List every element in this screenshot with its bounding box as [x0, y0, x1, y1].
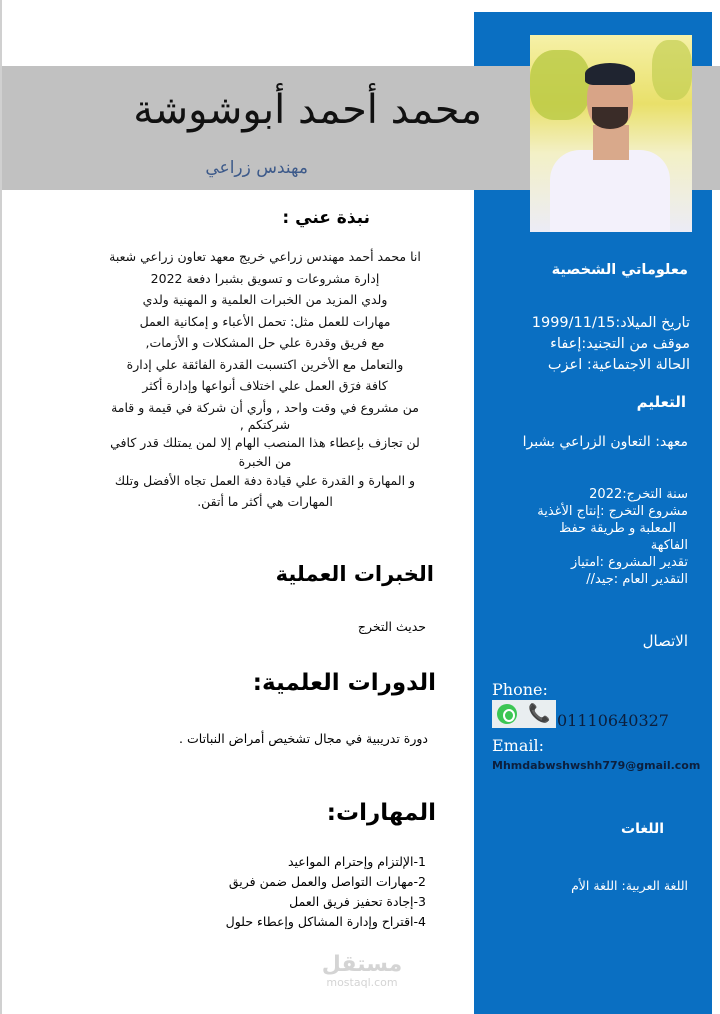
skills-list: [226, 852, 426, 932]
skill-item: 4-اقتراح وإدارة المشاكل وإعطاء حلول: [225, 914, 426, 929]
about-line: ولدي المزيد من الخبرات العلمية و المهنية ولدي: [142, 292, 388, 307]
marital-status: الحالة الاجتماعية: اعزب: [547, 357, 690, 373]
photo-neck: [593, 125, 629, 160]
whatsapp-icon: [497, 704, 517, 724]
experience-text: حديث التخرج: [357, 619, 426, 634]
institute: معهد: التعاون الزراعي بشبرا: [522, 434, 688, 450]
about-line: من مشروع في وقت واحد , وأري أن شركة في قيمة و قامة: [111, 399, 419, 415]
skill-item: 1-الإلتزام وإحترام المواعيد: [287, 854, 426, 869]
phone-label: Phone:: [492, 680, 548, 699]
graduation-year: سنة التخرج:2022: [589, 487, 688, 502]
military-status: موقف من التجنيد:إعفاء: [550, 336, 690, 352]
contact-heading: الاتصال: [642, 632, 688, 650]
about-line: من الخبرة: [238, 453, 292, 469]
about-line: كافة فرَق العمل علي اختلاف أنواعها وإدارة أكثر: [142, 378, 388, 393]
personal-info: [532, 313, 690, 376]
photo-shirt: [550, 150, 670, 232]
about-line: لن تجازف بإعطاء هذا المنصب الهام إلا لمن يمتلك قدر كافي: [110, 435, 420, 450]
watermark-url: mostaql.com: [326, 976, 398, 989]
project-grade: تقدير المشروع :امتياز: [570, 555, 688, 570]
watermark-logo: مستقل: [321, 952, 403, 977]
education-heading: التعليم: [636, 393, 686, 411]
phone-icons: [492, 700, 556, 728]
job-title: مهندس زراعي: [205, 158, 308, 178]
candidate-name: محمد أحمد أبوشوشة: [133, 87, 482, 133]
birth-date: تاريخ الميلاد:1999/11/15: [531, 315, 690, 331]
about-line: المهارات هي أكثر ما أتقن.: [197, 494, 333, 509]
about-line: إدارة مشروعات و تسويق بشبرا دفعة 2022: [150, 270, 380, 286]
watermark: [316, 953, 408, 989]
phone-number[interactable]: 01110640327: [557, 711, 669, 730]
course-text: دورة تدريبية في مجال تشخيص أمراض النباتات .: [179, 731, 428, 746]
overall-grade: التقدير العام :جيد//: [586, 572, 688, 587]
photo-beard: [592, 107, 628, 129]
graduation-project-cont: الفاكهة: [650, 538, 688, 553]
photo-tree: [652, 40, 692, 100]
photo-tree: [530, 50, 590, 120]
about-line: انا محمد أحمد مهندس زراعي خريج معهد تعاون زراعي شعبة: [109, 249, 421, 264]
about-line: مهارات للعمل مثل: تحمل الأعباء و إمكانية العمل: [139, 313, 391, 329]
about-line: و المهارة و القدرة علي قيادة دفة العمل تجاه الأفضل وتلك: [114, 472, 416, 488]
skills-heading: المهارات:: [326, 800, 436, 826]
courses-heading: الدورات العلمية:: [252, 670, 436, 696]
about-line: شركتكم ,: [239, 417, 291, 432]
profile-photo: [530, 35, 692, 232]
personal-info-heading: معلوماتي الشخصية: [551, 262, 688, 278]
graduation-project: مشروع التخرج :إنتاج الأغذية: [537, 504, 688, 519]
photo-hair: [585, 63, 635, 85]
email-label: Email:: [492, 736, 545, 755]
about-line: والتعامل مع الأخرين اكتسبت القدرة الفائقة علي إدارة: [126, 356, 404, 372]
about-heading: نبذة عني :: [282, 208, 370, 228]
graduation-project-cont: المعلبة و طريقة حفظ: [559, 521, 676, 536]
languages-heading: اللغات: [621, 821, 664, 837]
experience-heading: الخبرات العملية: [275, 562, 434, 586]
phone-icon: 📞: [528, 703, 551, 724]
skill-item: 3-إجادة تحفيز فريق العمل: [289, 894, 426, 909]
about-text: [100, 246, 430, 513]
skill-item: 2-مهارات التواصل والعمل ضمن فريق: [228, 874, 426, 889]
language-item: اللغة العربية: اللغة الأم: [571, 878, 688, 893]
about-line: مع فريق وقدرة علي حل المشكلات و الأزمات,: [145, 335, 385, 350]
email-address[interactable]: Mhmdabwshwshh779@gmail.com: [492, 759, 701, 772]
education-details: [537, 486, 688, 588]
